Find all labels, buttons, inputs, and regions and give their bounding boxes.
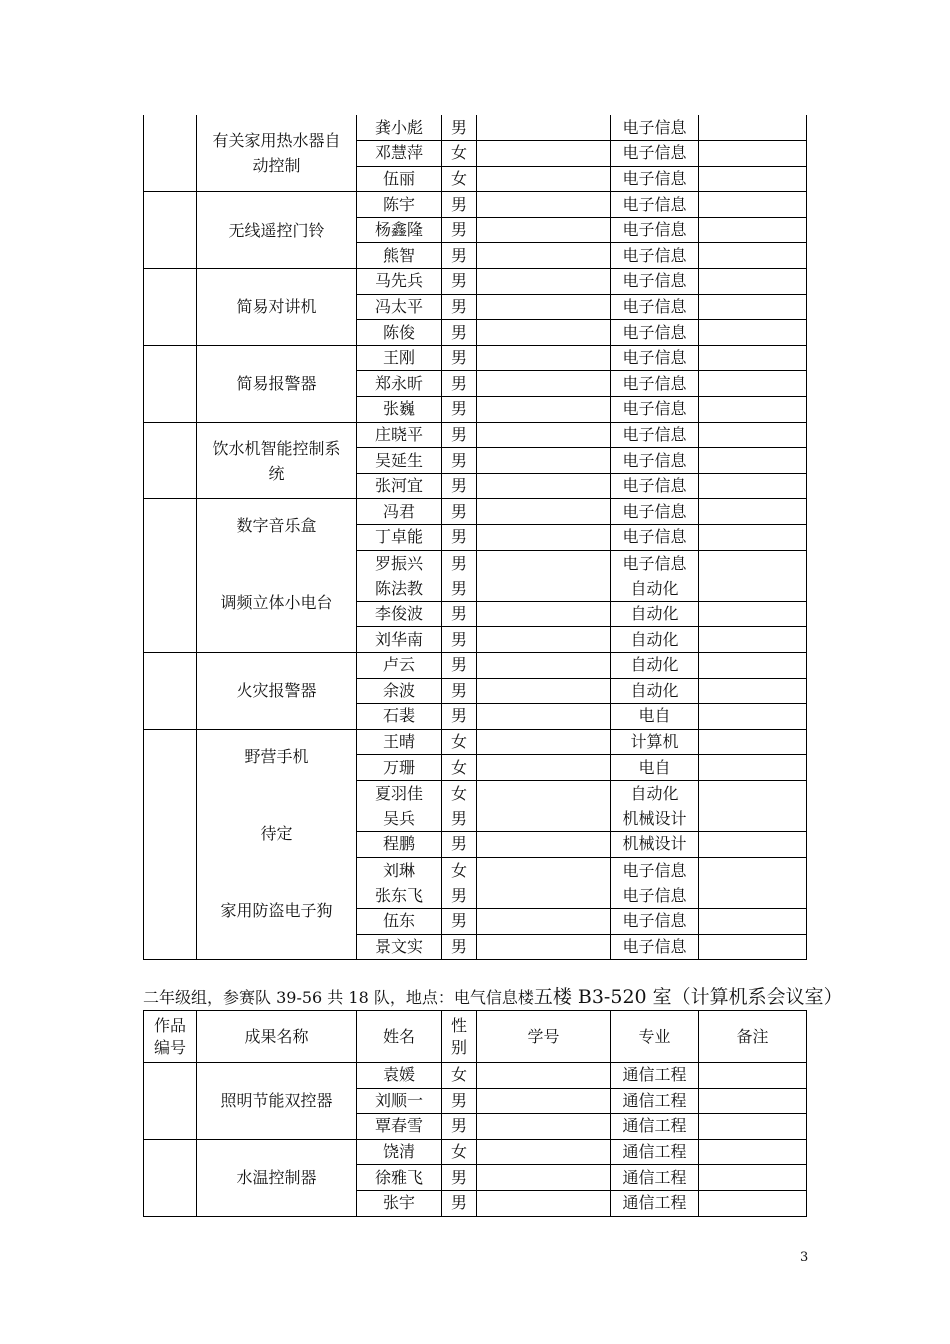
- student-name-cell: 刘琳 张东飞: [357, 857, 442, 908]
- note-cell: [699, 1088, 807, 1114]
- gender-cell: 男: [442, 269, 477, 295]
- gender-cell: 女: [442, 729, 477, 755]
- work-id-cell: [144, 1139, 197, 1216]
- major-cell: 通信工程: [611, 1063, 699, 1089]
- major-cell: 通信工程: [611, 1088, 699, 1114]
- project-name-cell: [197, 115, 357, 192]
- note-cell: [699, 294, 807, 320]
- student-id-cell: [477, 1114, 611, 1140]
- note-cell: [699, 345, 807, 371]
- note-cell: [699, 832, 807, 858]
- gender-cell: 男: [442, 320, 477, 346]
- work-id-cell: [144, 192, 197, 269]
- major-cell: 自动化: [611, 627, 699, 653]
- gender-cell: 男: [442, 448, 477, 474]
- gender-cell: 男: [442, 1088, 477, 1114]
- caption-part1: 二年级组，参赛队 39-56 共 18 队，地点：电气信息楼: [143, 988, 534, 1007]
- project-name: 简易报警器: [236, 374, 317, 394]
- student-id-cell: [477, 678, 611, 704]
- table-row: [144, 115, 807, 141]
- student-id-cell: [477, 704, 611, 730]
- table-row: [144, 729, 807, 755]
- student-id-cell: [477, 1190, 611, 1216]
- major-cell: 自动化: [611, 601, 699, 627]
- student-id-cell: [477, 141, 611, 167]
- gender-cell: 男: [442, 499, 477, 525]
- note-cell: [699, 448, 807, 474]
- student-name-cell: 景文实: [357, 934, 442, 960]
- project-name: 火灾报警器: [236, 681, 317, 701]
- gender-cell: 女 男: [442, 780, 477, 831]
- student-name-cell: 邓慧萍: [357, 141, 442, 167]
- note-cell: [699, 755, 807, 781]
- project-name-cell: [197, 652, 357, 729]
- gender-cell: 男: [442, 908, 477, 934]
- major-cell: 电子信息: [611, 397, 699, 423]
- major-cell: 电子信息: [611, 908, 699, 934]
- project-name: 水温控制器: [236, 1168, 317, 1188]
- major-cell: 电子信息: [611, 141, 699, 167]
- student-name-cell: 龚小彪: [357, 115, 442, 141]
- student-id-cell: [477, 525, 611, 551]
- student-name-cell: 伍东: [357, 908, 442, 934]
- major-cell: 电自: [611, 704, 699, 730]
- project-name-cell: [197, 729, 357, 959]
- major-cell: 电子信息: [611, 422, 699, 448]
- student-name-cell: 刘顺一: [357, 1088, 442, 1114]
- work-id-cell: [144, 499, 197, 653]
- student-id-cell: [477, 397, 611, 423]
- note-cell: [699, 217, 807, 243]
- grade-two-participants-table: [143, 1010, 807, 1217]
- project-name: 无线遥控门铃: [228, 220, 325, 240]
- student-name-cell: 夏羽佳 吴兵: [357, 780, 442, 831]
- header-gender: 性别: [442, 1011, 477, 1063]
- student-id-cell: [477, 601, 611, 627]
- student-name-cell: 石裴: [357, 704, 442, 730]
- header-name: 姓名: [357, 1011, 442, 1063]
- student-id-cell: [477, 473, 611, 499]
- participants-table-continued: [143, 115, 807, 960]
- student-id-cell: [477, 755, 611, 781]
- major-cell: 通信工程: [611, 1139, 699, 1165]
- work-id-cell: [144, 115, 197, 192]
- student-name-cell: 刘华南: [357, 627, 442, 653]
- student-name-cell: 王刚: [357, 345, 442, 371]
- gender-cell: 男: [442, 832, 477, 858]
- note-cell: [699, 371, 807, 397]
- project-name: 简易对讲机: [236, 297, 317, 317]
- project-name-cell: [197, 499, 357, 653]
- student-name-cell: 袁媛: [357, 1063, 442, 1089]
- note-cell: [699, 166, 807, 192]
- student-id-cell: [477, 934, 611, 960]
- note-cell: [699, 704, 807, 730]
- major-cell: 电子信息 自动化: [611, 550, 699, 601]
- work-id-cell: [144, 652, 197, 729]
- header-major: 专业: [611, 1011, 699, 1063]
- gender-cell: 男: [442, 1190, 477, 1216]
- work-id-cell: [144, 269, 197, 346]
- student-id-cell: [477, 1088, 611, 1114]
- major-cell: 电子信息: [611, 269, 699, 295]
- student-name-cell: 陈俊: [357, 320, 442, 346]
- student-name-cell: 伍丽: [357, 166, 442, 192]
- gender-cell: 男: [442, 294, 477, 320]
- work-id-cell: [144, 729, 197, 959]
- major-cell: 电子信息: [611, 294, 699, 320]
- note-cell: [699, 729, 807, 755]
- student-name-cell: 庄晓平: [357, 422, 442, 448]
- note-cell: [699, 934, 807, 960]
- note-cell: [699, 857, 807, 908]
- note-cell: [699, 499, 807, 525]
- gender-cell: 男: [442, 1165, 477, 1191]
- gender-cell: 男: [442, 652, 477, 678]
- student-id-cell: [477, 729, 611, 755]
- student-id-cell: [477, 166, 611, 192]
- project-name: 调频立体小电台: [220, 593, 333, 613]
- major-cell: 电子信息: [611, 115, 699, 141]
- major-cell: 自动化 机械设计: [611, 780, 699, 831]
- note-cell: [699, 269, 807, 295]
- gender-cell: 男: [442, 601, 477, 627]
- table-row: [144, 269, 807, 295]
- student-name-cell: 冯太平: [357, 294, 442, 320]
- student-id-cell: [477, 832, 611, 858]
- gender-cell: 女 男: [442, 857, 477, 908]
- gender-cell: 男: [442, 192, 477, 218]
- student-id-cell: [477, 1063, 611, 1089]
- gender-cell: 男: [442, 1114, 477, 1140]
- student-id-cell: [477, 192, 611, 218]
- work-id-cell: [144, 1063, 197, 1140]
- student-id-cell: [477, 448, 611, 474]
- student-name-cell: 张巍: [357, 397, 442, 423]
- gender-cell: 男: [442, 678, 477, 704]
- table-row: [144, 499, 807, 525]
- major-cell: 电子信息: [611, 217, 699, 243]
- major-cell: 自动化: [611, 652, 699, 678]
- major-cell: 电子信息: [611, 345, 699, 371]
- student-name-cell: 吴延生: [357, 448, 442, 474]
- student-id-cell: [477, 1139, 611, 1165]
- gender-cell: 男 男: [442, 550, 477, 601]
- page-number: 3: [800, 1250, 809, 1265]
- work-id-cell: [144, 345, 197, 422]
- note-cell: [699, 908, 807, 934]
- note-cell: [699, 1114, 807, 1140]
- project-name: 家用防盗电子狗: [220, 900, 333, 920]
- student-name-cell: 王晴: [357, 729, 442, 755]
- student-id-cell: [477, 908, 611, 934]
- note-cell: [699, 1063, 807, 1089]
- project-name: 数字音乐盒: [236, 516, 317, 536]
- student-name-cell: 余波: [357, 678, 442, 704]
- work-id-cell: [144, 422, 197, 499]
- gender-cell: 女: [442, 1063, 477, 1089]
- gender-cell: 男: [442, 371, 477, 397]
- gender-cell: 男: [442, 345, 477, 371]
- table-row: [144, 422, 807, 448]
- project-name-cell: [197, 192, 357, 269]
- student-id-cell: [477, 217, 611, 243]
- caption-part2: 五楼 B3-520 室（计算机系会议室）: [533, 986, 843, 1008]
- grade-two-group-caption: [143, 986, 843, 1009]
- project-name-cell: [197, 1139, 357, 1216]
- project-name: 野营手机: [244, 746, 309, 766]
- note-cell: [699, 422, 807, 448]
- student-id-cell: [477, 115, 611, 141]
- major-cell: 电子信息: [611, 934, 699, 960]
- major-cell: 机械设计: [611, 832, 699, 858]
- student-id-cell: [477, 857, 611, 908]
- note-cell: [699, 141, 807, 167]
- student-name-cell: 李俊波: [357, 601, 442, 627]
- student-name-cell: 卢云: [357, 652, 442, 678]
- table-row: [144, 192, 807, 218]
- major-cell: 电子信息 电子信息: [611, 857, 699, 908]
- header-project-name: 成果名称: [197, 1011, 357, 1063]
- gender-cell: 男: [442, 115, 477, 141]
- project-name-cell: [197, 269, 357, 346]
- project-name: 饮水机智能控制系统: [212, 438, 341, 483]
- student-id-cell: [477, 269, 611, 295]
- note-cell: [699, 601, 807, 627]
- student-name-cell: 冯君: [357, 499, 442, 525]
- student-name-cell: 覃春雪: [357, 1114, 442, 1140]
- project-name: 照明节能双控器: [220, 1091, 333, 1111]
- student-id-cell: [477, 320, 611, 346]
- student-name-cell: 杨鑫隆: [357, 217, 442, 243]
- header-note: 备注: [699, 1011, 807, 1063]
- project-name-cell: [197, 422, 357, 499]
- student-name-cell: 万珊: [357, 755, 442, 781]
- student-name-cell: 罗振兴 陈法教: [357, 550, 442, 601]
- note-cell: [699, 115, 807, 141]
- note-cell: [699, 627, 807, 653]
- student-name-cell: 张河宜: [357, 473, 442, 499]
- note-cell: [699, 550, 807, 601]
- gender-cell: 男: [442, 422, 477, 448]
- student-id-cell: [477, 1165, 611, 1191]
- student-name-cell: 马先兵: [357, 269, 442, 295]
- note-cell: [699, 243, 807, 269]
- note-cell: [699, 678, 807, 704]
- note-cell: [699, 1165, 807, 1191]
- project-name-cell: [197, 1063, 357, 1140]
- gender-cell: 男: [442, 397, 477, 423]
- student-id-cell: [477, 345, 611, 371]
- student-name-cell: 张宇: [357, 1190, 442, 1216]
- student-id-cell: [477, 627, 611, 653]
- major-cell: 通信工程: [611, 1190, 699, 1216]
- gender-cell: 男: [442, 217, 477, 243]
- major-cell: 计算机: [611, 729, 699, 755]
- student-id-cell: [477, 294, 611, 320]
- major-cell: 电子信息: [611, 473, 699, 499]
- major-cell: 电子信息: [611, 448, 699, 474]
- gender-cell: 女: [442, 166, 477, 192]
- table-row: [144, 345, 807, 371]
- student-id-cell: [477, 652, 611, 678]
- gender-cell: 男: [442, 627, 477, 653]
- student-name-cell: 饶清: [357, 1139, 442, 1165]
- gender-cell: 男: [442, 934, 477, 960]
- gender-cell: 女: [442, 755, 477, 781]
- student-name-cell: 徐雅飞: [357, 1165, 442, 1191]
- student-id-cell: [477, 550, 611, 601]
- project-name: 有关家用热水器自动控制: [212, 131, 341, 176]
- major-cell: 电子信息: [611, 243, 699, 269]
- table-row: [144, 1139, 807, 1165]
- student-name-cell: 陈宇: [357, 192, 442, 218]
- note-cell: [699, 525, 807, 551]
- header-student-id: 学号: [477, 1011, 611, 1063]
- gender-cell: 男: [442, 473, 477, 499]
- student-id-cell: [477, 499, 611, 525]
- major-cell: 自动化: [611, 678, 699, 704]
- note-cell: [699, 192, 807, 218]
- student-id-cell: [477, 780, 611, 831]
- student-id-cell: [477, 422, 611, 448]
- gender-cell: 女: [442, 1139, 477, 1165]
- note-cell: [699, 652, 807, 678]
- major-cell: 电子信息: [611, 499, 699, 525]
- major-cell: 电子信息: [611, 192, 699, 218]
- project-name: 待定: [260, 823, 293, 843]
- student-id-cell: [477, 371, 611, 397]
- project-name-cell: [197, 345, 357, 422]
- note-cell: [699, 1190, 807, 1216]
- table-row: [144, 652, 807, 678]
- student-name-cell: 熊智: [357, 243, 442, 269]
- major-cell: 电子信息: [611, 320, 699, 346]
- table-row: [144, 1063, 807, 1089]
- major-cell: 电自: [611, 755, 699, 781]
- student-name-cell: 丁卓能: [357, 525, 442, 551]
- note-cell: [699, 473, 807, 499]
- gender-cell: 男: [442, 704, 477, 730]
- student-name-cell: 程鹏: [357, 832, 442, 858]
- major-cell: 电子信息: [611, 371, 699, 397]
- header-work-id: 作品编号: [144, 1011, 197, 1063]
- major-cell: 电子信息: [611, 525, 699, 551]
- major-cell: 电子信息: [611, 166, 699, 192]
- gender-cell: 女: [442, 141, 477, 167]
- student-id-cell: [477, 243, 611, 269]
- note-cell: [699, 397, 807, 423]
- note-cell: [699, 1139, 807, 1165]
- major-cell: 通信工程: [611, 1114, 699, 1140]
- student-name-cell: 郑永昕: [357, 371, 442, 397]
- note-cell: [699, 320, 807, 346]
- gender-cell: 男: [442, 525, 477, 551]
- gender-cell: 男: [442, 243, 477, 269]
- major-cell: 通信工程: [611, 1165, 699, 1191]
- note-cell: [699, 780, 807, 831]
